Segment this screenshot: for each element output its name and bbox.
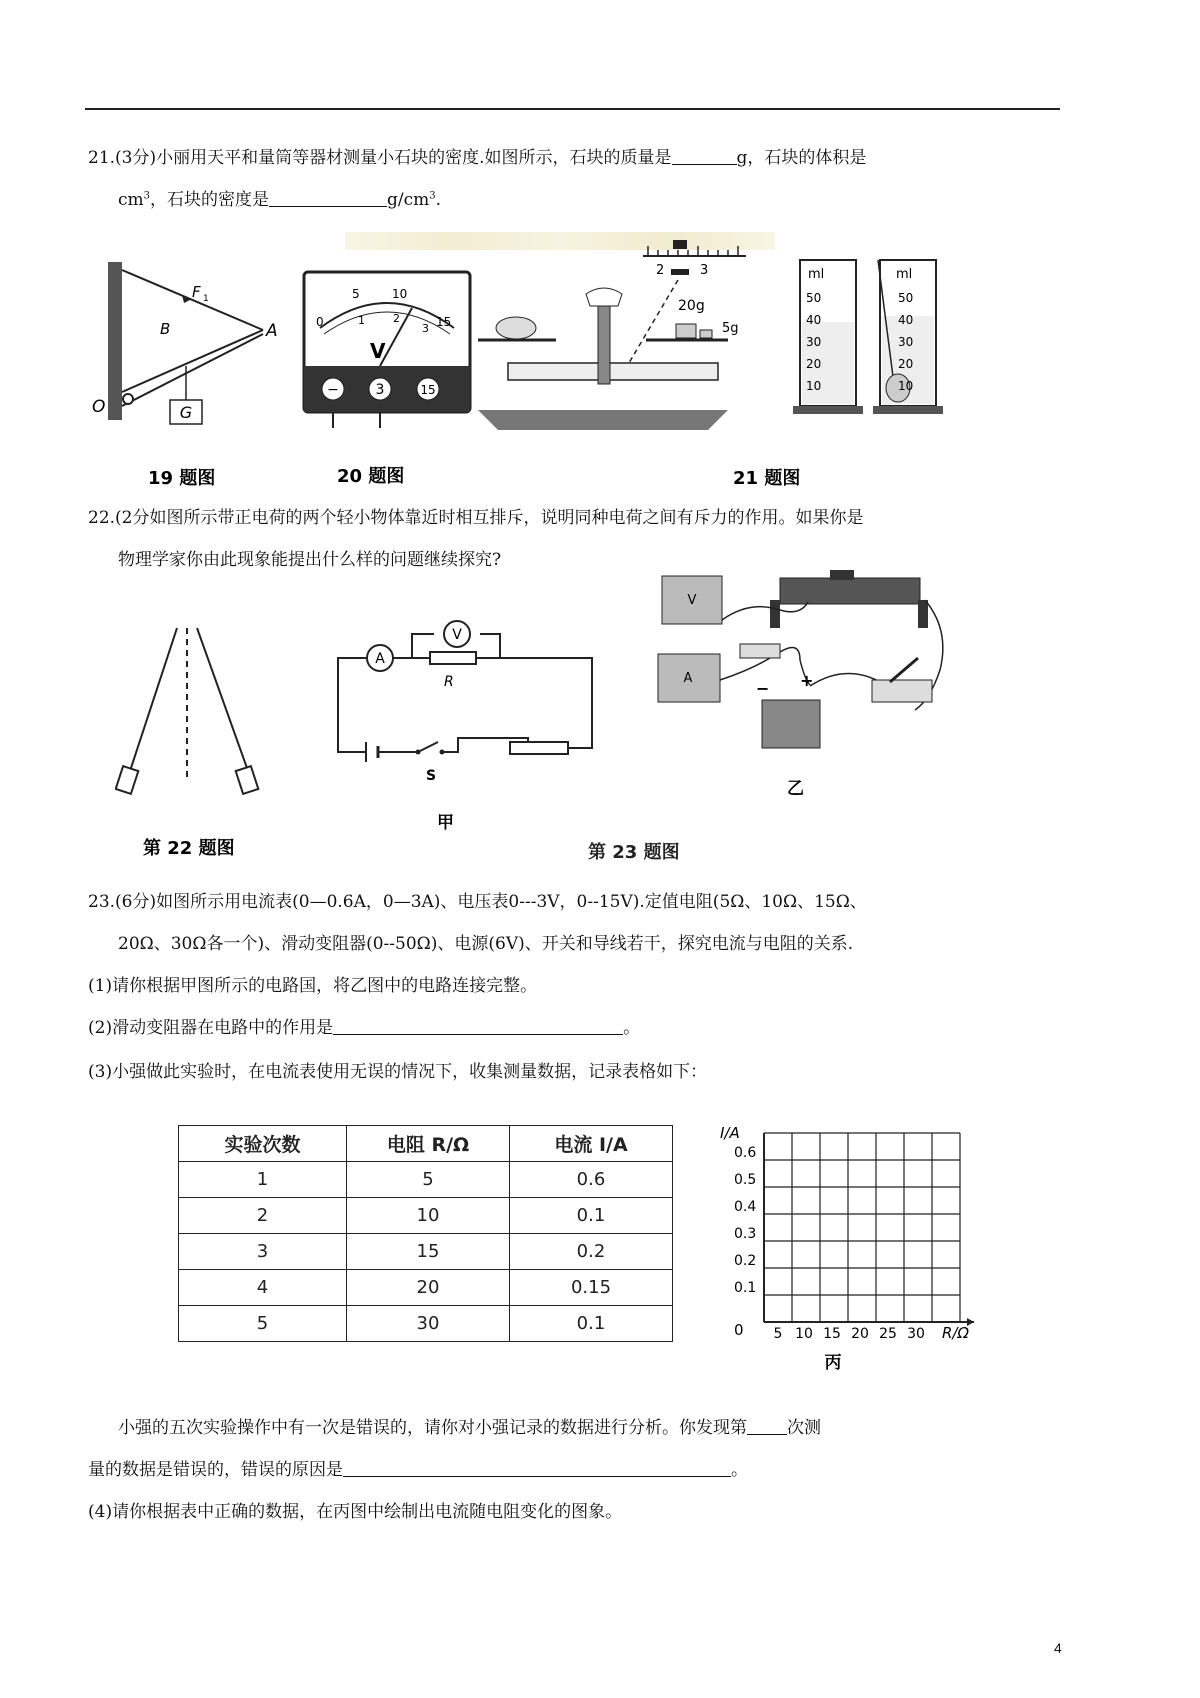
- q21-cm: cm: [118, 190, 144, 210]
- cylinder-2-base: [873, 406, 943, 414]
- q21-mass-blank[interactable]: [672, 148, 737, 165]
- object-right: [236, 766, 259, 794]
- x-tick: 15: [823, 1326, 841, 1342]
- q23-para2: [88, 1460, 748, 1480]
- q21-text: 21.(3分)小丽用天平和量筒等器材测量小石块的密度.如图所示，石块的质量是: [88, 148, 672, 168]
- record-table: [178, 1125, 673, 1342]
- string-left: [131, 628, 177, 768]
- resistor-icon: [430, 652, 476, 664]
- fig19-caption: 19 题图: [148, 468, 216, 489]
- ruler-label-2: 2: [656, 263, 665, 278]
- q23-line2: 20Ω、30Ω各一个)、滑动变阻器(0--50Ω)、电源(6V)、开关和导线若干，探究电流与电阻的关系.: [118, 934, 854, 954]
- cell: 3: [179, 1234, 347, 1270]
- pivot-icon: [123, 394, 133, 404]
- rider-icon: [671, 269, 689, 275]
- fig21-caption: 21 题图: [733, 468, 801, 489]
- weight-5g-label: 5g: [722, 321, 739, 336]
- q23-sub2-text: (2)滑动变阻器在电路中的作用是: [88, 1018, 334, 1038]
- x-tick: 25: [879, 1326, 897, 1342]
- header-current: 电流 I/A: [510, 1126, 673, 1162]
- scale-10: 10: [392, 287, 408, 301]
- switch-icon: [418, 742, 438, 752]
- force-arrow: [182, 295, 192, 303]
- lever-upper: [122, 330, 263, 392]
- cyl2-tick-40: 40: [898, 313, 914, 327]
- q22-line2: 物理学家你由此现象能提出什么样的问题继续探究?: [118, 550, 502, 570]
- fig21-balance-and-cylinders: [478, 240, 1038, 490]
- q21-end: .: [435, 190, 442, 210]
- cyl1-tick-20: 20: [806, 357, 822, 371]
- label-g: G: [179, 403, 193, 422]
- zoom-dash-line: [626, 280, 678, 368]
- q23-sub2-end: 。: [623, 1018, 641, 1038]
- weight-20g-label: 20g: [678, 298, 705, 314]
- scale-5: 5: [352, 287, 360, 301]
- rider-marker: [673, 240, 687, 249]
- battery-plus: +: [800, 671, 814, 690]
- fig22-charged-objects: [115, 600, 295, 860]
- switch-pivot: [416, 750, 421, 755]
- switch-label: S: [426, 768, 437, 784]
- label-jia: 甲: [437, 813, 454, 830]
- q23-trial-blank[interactable]: [747, 1418, 787, 1435]
- unit-v: V: [370, 339, 386, 363]
- terminal-15-label: 15: [420, 383, 436, 397]
- scale-0: 0: [316, 315, 324, 329]
- cell: 2: [179, 1198, 347, 1234]
- x-tick: 20: [851, 1326, 869, 1342]
- table-header-row: [179, 1126, 673, 1162]
- balance-pillar: [598, 304, 610, 384]
- scale-15: 15: [436, 315, 452, 329]
- switch-contact: [440, 750, 445, 755]
- battery-minus: −: [756, 679, 770, 698]
- q21-unit-sup: 3: [429, 190, 436, 202]
- weight-20g-icon: [676, 324, 696, 338]
- cell: 4: [179, 1270, 347, 1306]
- fig19-lever-diagram: [88, 262, 288, 492]
- object-left: [116, 766, 139, 794]
- y-tick: 0.1: [734, 1280, 757, 1296]
- label-f: F: [192, 283, 201, 301]
- q23-para2-text: 量的数据是错误的，错误的原因是: [88, 1460, 343, 1480]
- cylinder-1-base: [793, 406, 863, 414]
- x-tick: 5: [773, 1326, 783, 1342]
- x-tick: 10: [795, 1326, 813, 1342]
- cyl2-tick-30: 30: [898, 335, 914, 349]
- q21-unit-g: g，石块的体积是: [736, 148, 867, 168]
- fig23-caption: 第 23 题图: [588, 842, 680, 863]
- page-number: 4: [1054, 1640, 1062, 1656]
- q21-density-blank[interactable]: [269, 190, 387, 207]
- wire-yi-1: [722, 602, 808, 620]
- string-right: [197, 628, 247, 768]
- wire-yi-2: [720, 658, 770, 680]
- fig20-caption: 20 题图: [337, 466, 405, 487]
- table-row: [179, 1162, 673, 1198]
- q23-sub2-blank[interactable]: [333, 1018, 623, 1035]
- q21-cm-sup: 3: [143, 190, 151, 202]
- q23-para1: [118, 1418, 821, 1438]
- cyl2-tick-50: 50: [898, 291, 914, 305]
- label-b: B: [160, 320, 171, 338]
- y-tick: 0.3: [734, 1226, 757, 1242]
- cell: 20: [347, 1270, 510, 1306]
- fig20-voltmeter: [300, 268, 475, 490]
- cyl1-tick-10: 10: [806, 379, 822, 393]
- switch-handle: [890, 658, 918, 682]
- voltmeter-label: V: [452, 627, 462, 643]
- weight-5g-icon: [700, 330, 712, 338]
- cell: 10: [347, 1198, 510, 1234]
- record-table-wrap: [178, 1125, 673, 1342]
- label-a: A: [266, 321, 278, 341]
- scale-2: 2: [393, 312, 400, 325]
- q23-para1-end: 次测: [787, 1418, 821, 1438]
- balance-beam: [508, 363, 718, 380]
- q23-reason-blank[interactable]: [343, 1460, 731, 1477]
- header-trial: 实验次数: [179, 1126, 347, 1162]
- ruler-ticks: [648, 246, 738, 256]
- battery-device: [762, 700, 820, 748]
- cell: 0.1: [510, 1198, 673, 1234]
- y-tick: 0.4: [734, 1199, 757, 1215]
- y-tick: 0.2: [734, 1253, 757, 1269]
- header-resistance: 电阻 R/Ω: [347, 1126, 510, 1162]
- cyl1-unit: ml: [808, 267, 825, 282]
- fig22-caption: 第 22 题图: [143, 838, 235, 859]
- table-row: [179, 1198, 673, 1234]
- cell: 30: [347, 1306, 510, 1342]
- rheostat-body: [780, 578, 920, 604]
- resistor-label: R: [444, 674, 454, 690]
- balance-base: [478, 410, 728, 430]
- cyl1-tick-40: 40: [806, 313, 822, 327]
- q23-para2-end: 。: [731, 1460, 748, 1480]
- rheostat-icon: [510, 742, 568, 754]
- cell: 5: [347, 1162, 510, 1198]
- stone-icon: [496, 317, 536, 339]
- cell: 0.15: [510, 1270, 673, 1306]
- rheostat-slider: [830, 570, 854, 580]
- cyl1-tick-30: 30: [806, 335, 822, 349]
- header-rule: [85, 108, 1060, 110]
- q21-line2: [118, 190, 441, 210]
- q22-line1: 22.(2分如图所示带正电荷的两个轻小物体靠近时相互排斥，说明同种电荷之间有斥力的作用。如果你是: [88, 508, 864, 528]
- q21-density-text: ，石块的密度是: [150, 190, 270, 210]
- fig23-circuit-jia: [330, 600, 630, 830]
- fig23-apparatus-yi: [650, 570, 980, 810]
- lever-lower: [122, 334, 263, 406]
- x-axis-label: R/Ω: [942, 1324, 969, 1342]
- cell: 0.1: [510, 1306, 673, 1342]
- q23-sub1: (1)请你根据甲图所示的电路国，将乙图中的电路连接完整。: [88, 976, 538, 996]
- q21-unit-density: g/cm: [387, 190, 430, 210]
- fixed-resistor-device: [740, 644, 780, 658]
- cell: 0.2: [510, 1234, 673, 1270]
- q23-sub4: (4)请你根据表中正确的数据，在丙图中绘制出电流随电阻变化的图象。: [88, 1502, 623, 1522]
- scale-1: 1: [358, 314, 365, 327]
- q21-line1: [88, 148, 866, 168]
- q23-sub3: (3)小强做此实验时，在电流表使用无误的情况下，收集测量数据，记录表格如下：: [88, 1062, 708, 1082]
- grid-bing: [720, 1120, 980, 1370]
- q23-sub2: [88, 1018, 640, 1038]
- q23-para1-text: 小强的五次实验操作中有一次是错误的，请你对小强记录的数据进行分析。你发现第: [118, 1418, 747, 1438]
- cell: 5: [179, 1306, 347, 1342]
- origin-label: 0: [734, 1321, 744, 1339]
- cyl2-tick-20: 20: [898, 357, 914, 371]
- ammeter-label: A: [375, 651, 385, 667]
- label-yi: 乙: [787, 779, 804, 799]
- table-row: [179, 1234, 673, 1270]
- ammeter-device-label: A: [683, 671, 693, 686]
- switch-device: [872, 680, 932, 702]
- grid-lines: [764, 1133, 974, 1326]
- cell: 1: [179, 1162, 347, 1198]
- terminal-3-label: 3: [375, 382, 385, 398]
- y-tick: 0.6: [734, 1145, 757, 1161]
- label-f-sub: 1: [203, 294, 209, 304]
- wall: [108, 262, 122, 420]
- ruler-label-3: 3: [700, 263, 709, 278]
- cell: 0.6: [510, 1162, 673, 1198]
- cell: 15: [347, 1234, 510, 1270]
- table-row: [179, 1270, 673, 1306]
- q23-line1: 23.(6分)如图所示用电流表(0—0.6A，0—3A)、电压表0---3V，0--15V).定值电阻(5Ω、10Ω、15Ω、: [88, 892, 867, 912]
- voltmeter-device-label: V: [687, 593, 697, 608]
- label-o: O: [92, 397, 106, 417]
- balance-dial: [586, 288, 622, 306]
- cyl1-tick-50: 50: [806, 291, 822, 305]
- x-tick: 30: [907, 1326, 925, 1342]
- rheostat-leg-right: [918, 600, 928, 628]
- cyl2-tick-10: 10: [898, 379, 914, 393]
- scale-3: 3: [422, 322, 429, 335]
- grid-caption: 丙: [824, 1353, 842, 1370]
- terminal-neg-label: −: [327, 382, 339, 398]
- y-tick: 0.5: [734, 1172, 757, 1188]
- cyl2-unit: ml: [896, 267, 913, 282]
- y-axis-label: I/A: [720, 1124, 740, 1142]
- rheostat-leg-left: [770, 600, 780, 628]
- table-row: [179, 1306, 673, 1342]
